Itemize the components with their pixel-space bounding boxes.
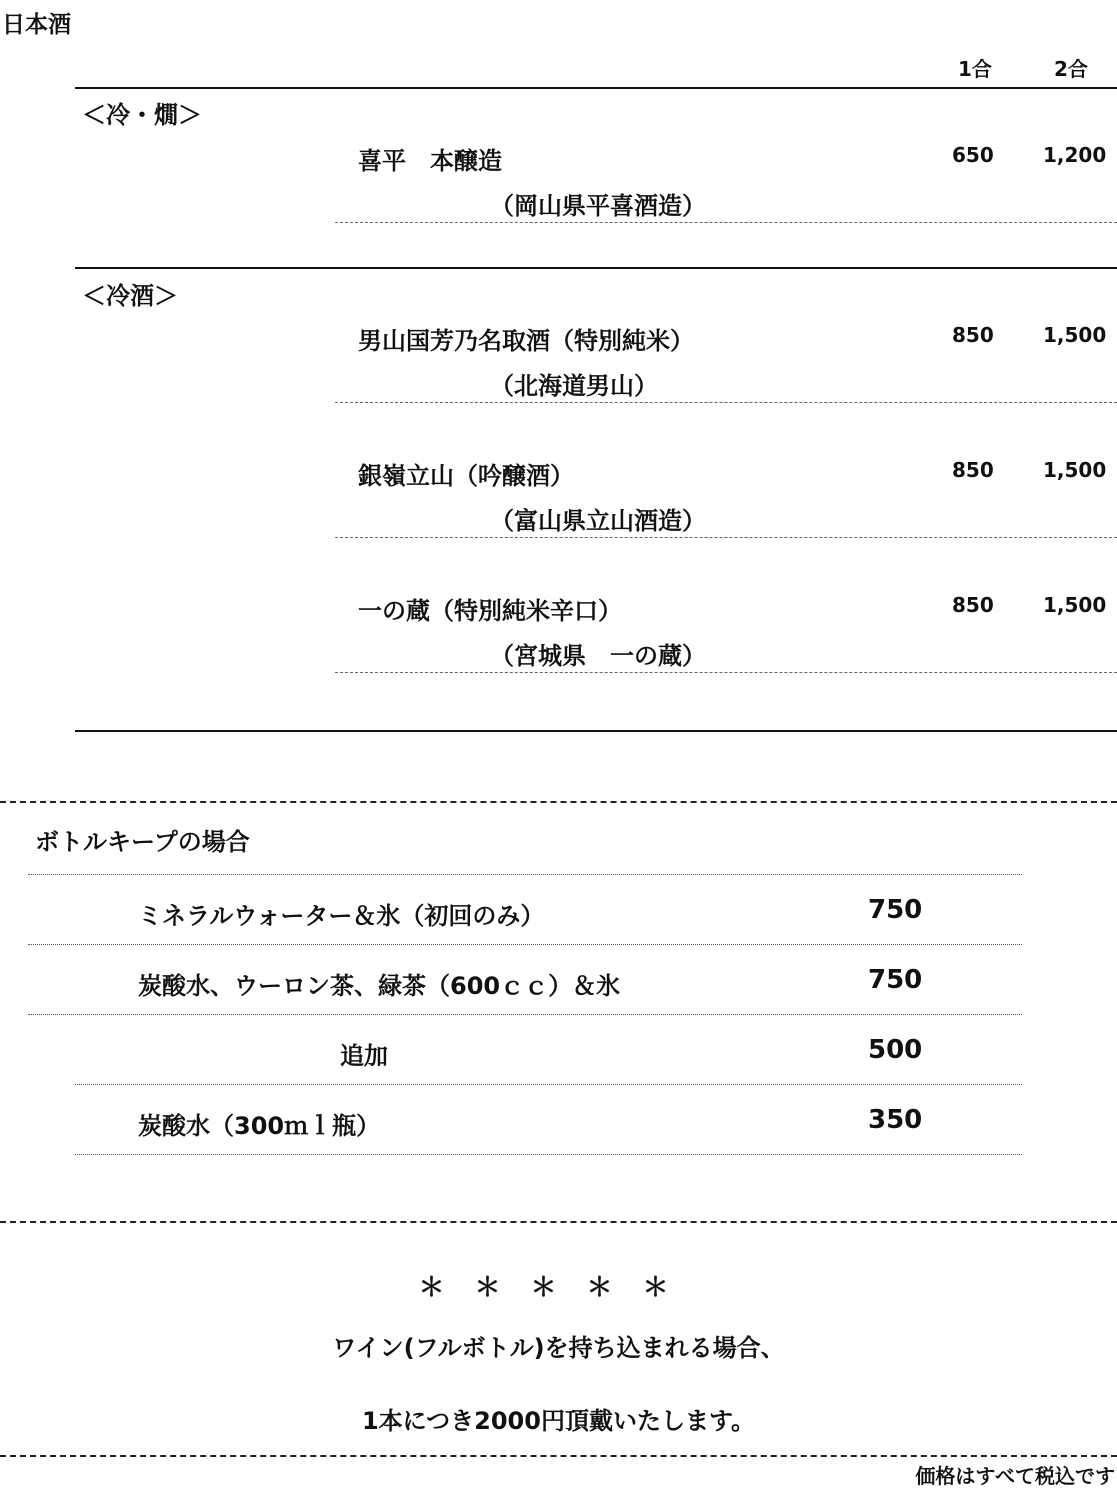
row-divider (28, 944, 1022, 945)
column-header-1go: 1合 (958, 57, 992, 81)
row-divider (75, 1084, 1022, 1085)
price-2go: 1,200 (1043, 143, 1107, 167)
price-2go: 1,500 (1043, 593, 1107, 617)
header-rule (75, 87, 1117, 89)
sake-name: 一の蔵（特別純米辛口） (358, 597, 622, 625)
bottle-item-price: 500 (868, 1035, 923, 1065)
sake-name: 男山国芳乃名取酒（特別純米） (358, 327, 694, 355)
sake-brewery: （岡山県平喜酒造） (490, 192, 706, 220)
item-divider (335, 402, 1117, 403)
bottle-item-label: 追加 (340, 1042, 388, 1070)
row-divider (28, 1014, 1022, 1015)
section-end-rule (75, 730, 1117, 732)
price-1go: 850 (952, 323, 994, 347)
sake-brewery: （北海道男山） (490, 372, 658, 400)
bottle-item-price: 750 (868, 965, 923, 995)
section-rule (75, 267, 1117, 269)
price-2go: 1,500 (1043, 323, 1107, 347)
item-divider (335, 222, 1117, 223)
category-hiya-kan: ＜冷・燗＞ (82, 101, 202, 129)
menu-title: 日本酒 (2, 12, 71, 38)
sake-brewery: （富山県立山酒造） (490, 507, 706, 535)
section-separator (0, 801, 1117, 803)
bottle-item-label: ミネラルウォーター＆氷（初回のみ） (138, 902, 545, 930)
price-1go: 850 (952, 458, 994, 482)
sake-name: 銀嶺立山（吟醸酒） (358, 462, 574, 490)
item-divider (335, 537, 1117, 538)
bottle-keep-title: ボトルキープの場合 (35, 828, 250, 856)
bottle-item-price: 750 (868, 895, 923, 925)
sake-name: 喜平 本醸造 (358, 147, 502, 175)
star-divider: ＊＊＊＊＊ (418, 1273, 699, 1303)
column-header-2go: 2合 (1054, 57, 1088, 81)
bottle-item-label: 炭酸水（300ｍｌ瓶） (138, 1112, 381, 1140)
sake-brewery: （宮城県 一の蔵） (490, 642, 706, 670)
price-2go: 1,500 (1043, 458, 1107, 482)
wine-corkage-note: ワイン(フルボトル)を持ち込まれる場合、 (332, 1334, 785, 1362)
bottle-item-label: 炭酸水、ウーロン茶、緑茶（600ｃｃ）＆氷 (138, 972, 621, 1000)
section-separator (0, 1455, 1117, 1457)
wine-corkage-fee: 1本につき2000円頂戴いたします。 (361, 1407, 756, 1435)
section-separator (0, 1221, 1117, 1223)
price-1go: 850 (952, 593, 994, 617)
bottle-item-price: 350 (868, 1105, 923, 1135)
price-1go: 650 (952, 143, 994, 167)
row-divider (75, 1154, 1022, 1155)
item-divider (335, 672, 1117, 673)
row-divider (28, 874, 1022, 875)
category-reishu: ＜冷酒＞ (82, 282, 178, 310)
tax-note: 価格はすべて税込です (915, 1464, 1115, 1488)
